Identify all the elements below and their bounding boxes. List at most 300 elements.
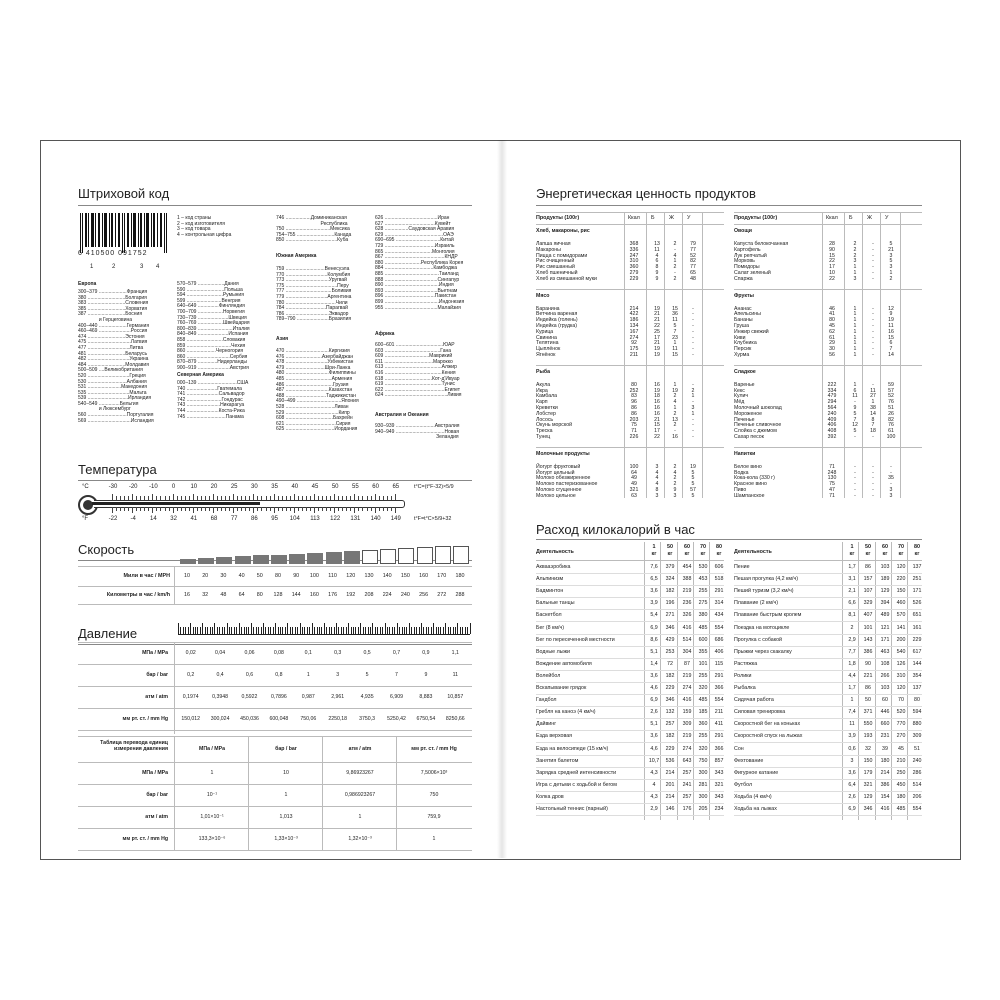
thermometer-tick	[391, 507, 392, 511]
thermometer-tick	[298, 507, 299, 511]
kcal-head-line	[536, 560, 724, 561]
pressure-ruler-tick	[385, 623, 386, 634]
energy-item-value: 2	[673, 393, 677, 400]
barcode-legend-item: 2 – код изготовителя	[177, 220, 225, 227]
kcal-value: 210	[896, 757, 906, 764]
kcal-weight-header: 50	[667, 544, 673, 550]
energy-item-name: Рис очищенный	[536, 258, 575, 265]
energy-item-value: -	[692, 352, 694, 358]
barcode-title: Штриховой код	[78, 186, 170, 201]
kcal-value: 489	[880, 612, 890, 619]
energy-item-value: 51	[888, 405, 894, 411]
pressure-ruler-tick	[261, 627, 262, 634]
kcal-activity: Вождение автомобиля	[536, 660, 592, 667]
pressure-ruler-tick	[229, 627, 230, 634]
energy-item-value: 80	[631, 381, 637, 388]
kcal-value: 309	[682, 721, 692, 728]
energy-item-value: 4	[673, 252, 677, 259]
celsius-tick-label: 10	[190, 484, 198, 490]
energy-item-value: 7	[889, 346, 893, 353]
energy-item-value: -	[872, 328, 874, 335]
country-code-item: 900–919 .......................Австрия	[177, 364, 249, 371]
country-code-item: 626 ......................................Иран	[375, 215, 450, 221]
kcal-value: 275	[698, 600, 708, 607]
country-code-item: 850 .....................................Куба	[276, 237, 349, 244]
country-code-item: 619 .........................................Тунис	[375, 381, 456, 388]
country-code-item: 385 ...........................Хорватия	[78, 305, 148, 312]
energy-item-value: 334	[827, 387, 837, 394]
barcode-legend-item: 1 – код страны	[177, 215, 212, 221]
pressure-ruler-tick	[263, 623, 264, 634]
celsius-tick-label: 35	[271, 484, 278, 490]
country-code-item: 383 ...........................Словения	[78, 300, 149, 307]
energy-item-value: 5	[673, 323, 677, 329]
country-code-item: 690–695 ................................Китай	[375, 237, 454, 244]
kcal-activity: Альпинизм	[536, 576, 564, 583]
kcal-value: 485	[698, 697, 708, 704]
energy-item-value: 134	[629, 323, 639, 329]
thermometer-tick	[116, 507, 117, 511]
kcal-activity: Прогулка с собакой	[734, 636, 783, 643]
energy-item-value: -	[854, 469, 856, 476]
kcal-value: 309	[912, 733, 922, 740]
pressure-ruler-tick	[448, 627, 449, 634]
energy-item-value: 22	[654, 434, 660, 440]
celsius-tick-label: -10	[149, 484, 158, 490]
energy-col-header: Продукты (100г)	[734, 215, 778, 221]
energy-item-value: 211	[629, 352, 639, 358]
kcal-value: 176	[682, 806, 692, 812]
pressure-ruler-tick	[365, 627, 366, 634]
energy-item-value: 21	[654, 311, 660, 318]
kcal-row-line	[734, 791, 922, 792]
kmh-value: 288	[455, 592, 465, 598]
energy-item-value: 71	[631, 428, 637, 435]
barcode-legend-item: 3 – код товара	[177, 226, 211, 233]
thermometer-tick	[181, 507, 182, 511]
kcal-value: 182	[665, 733, 675, 740]
country-code-item: 930–939 ............................Австралия	[375, 423, 460, 429]
energy-item-value: 3	[691, 405, 695, 411]
kcal-row-line	[536, 597, 724, 598]
kcal-value: 485	[896, 806, 906, 812]
barcode-legend-item: 4 – контрольная цифра	[177, 231, 232, 238]
kcal-activity: Футбол	[734, 781, 753, 788]
energy-item-value: 22	[829, 258, 835, 265]
energy-item-value: 336	[629, 246, 639, 253]
energy-item-value: 15	[829, 252, 835, 259]
pressure-value: 3750,3	[359, 716, 376, 722]
thermometer-tick	[173, 494, 174, 500]
pressure-ruler-tick	[465, 627, 466, 634]
thermometer-tick	[270, 507, 271, 511]
kcal-value: 236	[682, 600, 692, 607]
barcode-digits: 6 410500 091752	[78, 250, 148, 257]
energy-item-value: -	[872, 434, 874, 440]
energy-divider	[646, 212, 647, 498]
thermometer-tick	[201, 496, 202, 500]
fahrenheit-formula: t°F=t°C×5/9+32	[414, 516, 452, 522]
kcal-weight-header: 70	[898, 544, 904, 550]
energy-item-value: 1	[691, 393, 695, 400]
kcal-value: 86	[865, 564, 871, 570]
energy-item-value: 368	[629, 241, 639, 247]
country-code-item: 487 ...............................Казахстан	[276, 387, 353, 394]
kcal-value: 4,6	[650, 685, 658, 691]
energy-item-value: 16	[654, 381, 660, 388]
kcal-row-line	[536, 634, 724, 635]
pressure-ruler-tick	[460, 627, 461, 634]
kcal-weight-unit: кг	[865, 551, 871, 557]
energy-item-value: 9	[889, 311, 893, 318]
kcal-value: 229	[665, 685, 675, 691]
kcal-row-line	[536, 791, 724, 792]
celsius-tick-label: 25	[230, 484, 238, 490]
kcal-value: 6,9	[650, 624, 658, 631]
pressure-ruler-tick	[360, 623, 361, 634]
energy-item-value: 203	[629, 416, 639, 423]
energy-item-name: Индейка (грудка)	[536, 323, 578, 329]
pressure-ruler-tick	[426, 627, 427, 634]
pressure-ruler-tick	[224, 627, 225, 634]
energy-item-value: 77	[690, 264, 696, 271]
energy-item-value: -	[872, 487, 874, 493]
kcal-value: 32	[865, 745, 871, 752]
kcal-value: 137	[912, 685, 922, 691]
pressure-ruler-tick	[202, 623, 203, 634]
country-code-item: 880 ..........................Республика Корея	[375, 259, 464, 266]
energy-item-name: Бананы	[734, 317, 753, 324]
country-code-item: 759 ............................Венесуэла	[276, 266, 350, 272]
thermometer-tick	[128, 496, 129, 500]
thermometer-tick	[342, 507, 343, 511]
energy-item-value: 77	[690, 246, 696, 253]
thermometer-tick	[169, 496, 170, 500]
kcal-value: 2,9	[848, 636, 856, 643]
kcal-value: 550	[863, 721, 873, 728]
thermometer-tick	[229, 496, 230, 500]
country-code-item: 870–879 ..............Нидерланды	[177, 359, 247, 366]
kcal-value: 80	[914, 697, 920, 704]
thermometer-tick	[266, 496, 267, 500]
thermometer-mercury	[92, 502, 260, 505]
kcal-value: 453	[698, 576, 708, 583]
energy-item-value: 9	[853, 405, 857, 411]
conv-value: 1	[358, 814, 362, 820]
kcal-title: Расход килокалорий в час	[536, 522, 695, 537]
kcal-value: 241	[682, 781, 692, 788]
conv-line	[78, 828, 472, 829]
kcal-activity: Плавание быстрым кролем	[734, 612, 802, 619]
pressure-ruler-tick	[212, 627, 213, 634]
energy-item-value: 167	[629, 328, 639, 335]
thermometer-tick	[322, 507, 323, 511]
pressure-value: 0,8	[275, 672, 283, 678]
thermometer-tick	[375, 494, 376, 500]
kcal-row-line	[734, 706, 922, 707]
pressure-ruler-tick	[302, 627, 303, 634]
kcal-value: 201	[665, 781, 675, 788]
energy-item-value: 2	[673, 422, 677, 429]
conv-line	[78, 850, 472, 851]
kcal-value: 51	[914, 745, 920, 752]
celsius-tick-label: -20	[128, 484, 138, 490]
country-code-item: 629 ..........................................ОАЭ	[375, 231, 454, 238]
pressure-ruler-tick	[392, 627, 393, 634]
speed-scale-block	[271, 555, 287, 565]
kcal-weight-header: 1	[850, 544, 854, 550]
fahrenheit-tick-label: 86	[251, 516, 258, 522]
kcal-value: 255	[698, 672, 708, 679]
energy-item-value: 18	[654, 393, 660, 400]
pressure-ruler-tick	[355, 627, 356, 634]
kcal-activity: Езда верховая	[536, 733, 573, 740]
kcal-value: 4	[652, 781, 656, 788]
pressure-ruler-tick	[236, 627, 237, 634]
mph-value: 160	[419, 573, 429, 579]
energy-item-name: Свинина	[536, 334, 557, 341]
kcal-row-line	[536, 646, 724, 647]
pressure-ruler-tick	[467, 627, 468, 634]
thermometer-tick	[290, 496, 291, 500]
thermometer-tick	[124, 507, 125, 511]
energy-head-line	[536, 224, 724, 225]
kcal-value: 150	[896, 588, 906, 595]
thermometer-tick	[379, 507, 380, 511]
kcal-value: 1,4	[650, 660, 658, 667]
energy-item-value: 75	[829, 481, 835, 488]
kcal-value: 229	[665, 745, 675, 752]
energy-item-value: 2	[673, 264, 677, 271]
kcal-value: 6,9	[650, 697, 658, 704]
speed-scale-block	[253, 555, 269, 564]
thermometer-tick	[116, 496, 117, 500]
energy-group-heading: Молочные продукты	[536, 450, 590, 457]
energy-divider	[624, 212, 625, 498]
pressure-row-line	[78, 708, 472, 709]
energy-item-value: 49	[631, 475, 637, 482]
kcal-value: 770	[896, 721, 906, 728]
energy-group-line	[734, 447, 922, 448]
energy-item-name: Хлеб из смешанной муки	[536, 275, 597, 282]
kcal-value: 8,1	[848, 612, 856, 619]
thermometer-tick	[387, 507, 388, 511]
country-code-item: 800–839 .........................Италия	[177, 325, 250, 332]
pressure-ruler-tick	[421, 623, 422, 634]
thermometer-tick	[326, 507, 327, 511]
kcal-value: 450	[896, 781, 906, 788]
speed-scale-block	[180, 559, 196, 564]
energy-item-value: -	[872, 381, 874, 388]
energy-item-value: 41	[829, 311, 835, 318]
kcal-value: 366	[714, 685, 724, 691]
kcal-row-line	[734, 597, 922, 598]
kcal-value: 3	[850, 757, 854, 764]
speed-scale-block	[380, 549, 396, 564]
conv-col-header: атм / atm	[348, 746, 372, 752]
fahrenheit-tick-label: 41	[190, 516, 198, 522]
kcal-value: 386	[863, 648, 873, 655]
energy-item-value: 4	[673, 399, 677, 406]
energy-item-name: Лосось	[536, 416, 554, 423]
energy-item-value: 8	[655, 487, 659, 493]
page-fold	[497, 140, 507, 858]
kmh-value: 32	[202, 592, 209, 598]
energy-divider	[900, 212, 901, 498]
energy-item-value: -	[674, 428, 676, 435]
pressure-value: 600,048	[269, 716, 289, 722]
country-code-item: 624 .............................................Ливия	[375, 392, 462, 399]
kmh-value: 128	[273, 592, 283, 598]
energy-item-name: Мороженое	[734, 410, 762, 417]
kcal-row-line	[536, 658, 724, 659]
energy-item-value: 252	[629, 387, 639, 394]
kcal-activity: Зарядка средней интенсивности	[536, 769, 617, 776]
country-code-item: 490–499 ................................Япония	[276, 398, 359, 405]
celsius-tick-label: 40	[291, 484, 299, 490]
energy-item-value: 71	[829, 492, 835, 499]
kcal-activity: Гандбол	[536, 697, 557, 704]
energy-item-value: 3	[853, 258, 857, 265]
energy-item-name: Капуста белокочанная	[734, 241, 789, 247]
kcal-value: 146	[665, 806, 675, 812]
kcal-value: 454	[682, 564, 692, 570]
thermometer-tick	[338, 496, 339, 500]
kcal-value: 554	[912, 806, 922, 812]
energy-item-value: -	[872, 492, 874, 499]
pressure-ruler-tick	[389, 627, 390, 634]
kmh-value: 256	[419, 592, 429, 598]
pressure-ruler-tick	[353, 627, 354, 634]
kcal-value: 320	[698, 685, 708, 691]
energy-col-header: Б	[849, 215, 853, 221]
kcal-activity: Водные лыжи	[536, 648, 571, 655]
energy-item-value: -	[692, 346, 694, 353]
energy-item-name: Йогурт фруктовый	[536, 463, 581, 470]
thermometer-tick	[144, 496, 145, 500]
pressure-ruler-tick	[290, 627, 291, 634]
energy-item-value: -	[872, 340, 874, 347]
thermometer-tick	[233, 494, 234, 500]
energy-item-value: 3	[673, 492, 677, 499]
country-code-item: 535 ..............................Мальта	[78, 389, 147, 396]
energy-item-value: 274	[629, 334, 639, 341]
country-code-item: и Люксембург	[78, 406, 131, 413]
kcal-value: 416	[880, 806, 890, 812]
country-code-item: 000–139 ............................США	[177, 380, 249, 386]
energy-item-value: 82	[690, 258, 696, 265]
pressure-ruler-tick	[185, 627, 186, 634]
country-code-item: 786 ...............................Эквадор	[276, 310, 349, 317]
energy-item-name: Икра	[536, 387, 548, 394]
kcal-value: 72	[667, 660, 673, 667]
energy-item-value: 92	[631, 340, 637, 347]
country-code-item: 627 ....................................Кувейт	[375, 220, 451, 227]
energy-item-value: 6	[889, 340, 893, 347]
thermometer-tick	[330, 507, 331, 511]
energy-item-value: 1	[853, 334, 857, 341]
energy-item-value: -	[692, 323, 694, 329]
kcal-activity: Вскапывание грядок	[536, 685, 587, 691]
energy-item-value: 5	[889, 258, 893, 265]
pressure-ruler-tick	[234, 627, 235, 634]
fahrenheit-label: °F	[82, 516, 89, 522]
thermometer-tick	[237, 507, 238, 511]
thermometer-tick	[354, 507, 355, 513]
energy-divider	[702, 212, 703, 498]
barcode-pos-1: 1	[90, 264, 94, 270]
country-code-item: 618 ..................................Кот-д'Ивуар	[375, 375, 460, 382]
kcal-value: 132	[665, 709, 675, 716]
thermometer-tick	[241, 507, 242, 511]
energy-item-value: 406	[827, 422, 837, 429]
conv-row-label: МПа / MPa	[142, 770, 168, 776]
energy-item-value: 75	[631, 422, 637, 429]
kcal-weight-header: 1	[652, 544, 656, 550]
kcal-value: 39	[882, 745, 888, 752]
energy-item-value: 1	[853, 328, 857, 335]
kcal-value: 434	[714, 612, 724, 619]
thermometer-tick	[358, 507, 359, 511]
pressure-ruler-tick	[282, 627, 283, 634]
kcal-value: 220	[896, 576, 906, 583]
energy-item-name: Персик	[734, 346, 752, 353]
kcal-value: 291	[714, 672, 724, 679]
kcal-value: 90	[865, 660, 871, 667]
kcal-head-line	[734, 560, 922, 561]
kcal-value: 2,6	[650, 709, 658, 716]
kcal-value: 274	[682, 745, 692, 752]
thermometer-tick	[136, 496, 137, 500]
energy-item-value: 12	[888, 305, 894, 312]
energy-item-value: 11	[672, 317, 678, 324]
kcal-activity: Поездка на мотоцикле	[734, 624, 790, 631]
thermometer-tick	[120, 496, 121, 500]
pressure-ruler-tick	[428, 627, 429, 634]
energy-item-value: 16	[654, 405, 660, 411]
pressure-ruler-tick	[300, 623, 301, 634]
energy-item-value: -	[674, 246, 676, 253]
kcal-value: 291	[714, 588, 724, 595]
kcal-activity: Плавание (2 км/ч)	[734, 600, 778, 607]
country-code-item: 380 ...........................Болгария	[78, 294, 147, 301]
thermometer-tick	[306, 507, 307, 511]
mph-value: 80	[275, 573, 281, 579]
kcal-value: 411	[714, 721, 724, 728]
country-code-item: 400–440 ....................Германия	[78, 322, 150, 329]
kcal-value: 182	[665, 672, 675, 679]
barcode-rule	[78, 205, 472, 206]
pressure-ruler-tick	[433, 623, 434, 634]
pressure-value: 7	[395, 672, 398, 678]
pressure-ruler-tick	[270, 627, 271, 634]
energy-item-name: Пицца с помидорами	[536, 252, 588, 259]
kcal-value: 2,1	[848, 588, 856, 595]
energy-item-value: 1	[691, 410, 695, 417]
energy-item-value: 4	[673, 469, 677, 476]
celsius-tick-label: 60	[372, 484, 379, 490]
pressure-ruler-tick	[331, 627, 332, 634]
country-code-item: 599 .........................Венгрия	[177, 297, 241, 304]
energy-item-value: 19	[654, 346, 660, 353]
energy-item-value: 27	[870, 393, 876, 400]
pressure-value: 6,909	[390, 694, 403, 700]
pressure-ruler-tick	[190, 623, 191, 634]
kcal-value: 11	[849, 721, 855, 728]
pressure-ruler-tick	[404, 627, 405, 634]
kcal-value: 219	[682, 588, 692, 595]
thermometer-tick	[229, 507, 230, 511]
